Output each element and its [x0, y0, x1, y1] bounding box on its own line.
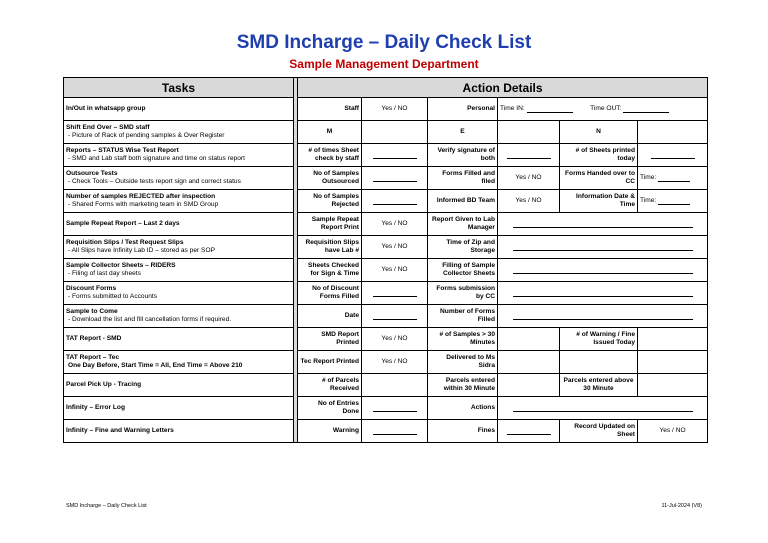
action-details-header: Action Details	[298, 78, 708, 98]
task-cell: Sample to Come - Download the list and fill cancellation forms if required.	[64, 305, 294, 328]
table-row	[64, 259, 708, 282]
checklist-table	[63, 77, 708, 443]
document-title: SMD Incharge – Daily Check List	[236, 32, 532, 53]
yes-no-field[interactable]: Yes / NO	[362, 259, 428, 282]
action-label: Date	[298, 305, 362, 328]
time-in-label: Time IN:	[500, 105, 525, 112]
action-label: Requisition Slips have Lab #	[298, 236, 362, 259]
action-label: # of times Sheet check by staff	[298, 144, 362, 167]
yes-no-field[interactable]: Yes / NO	[362, 213, 428, 236]
task-cell: Infinity – Error Log	[64, 397, 294, 420]
blank-field[interactable]	[362, 420, 428, 443]
action-label: Warning	[298, 420, 362, 443]
action-label: Verify signature of both	[428, 144, 498, 167]
document-subtitle: Sample Management Department	[289, 57, 479, 71]
blank-field[interactable]	[498, 328, 560, 351]
table-row	[64, 213, 708, 236]
action-label: Actions	[428, 397, 498, 420]
yes-no-field[interactable]: Yes / NO	[362, 236, 428, 259]
table-row	[64, 167, 708, 190]
blank-field[interactable]	[638, 328, 708, 351]
blank-field[interactable]	[498, 236, 708, 259]
blank-field[interactable]	[362, 144, 428, 167]
task-cell: Discount Forms - Forms submitted to Accounts	[64, 282, 294, 305]
blank-field[interactable]	[498, 121, 560, 144]
action-label: No of Samples Outsourced	[298, 167, 362, 190]
blank-field[interactable]	[498, 420, 560, 443]
action-label: # of Sheets printed today	[560, 144, 638, 167]
task-cell: In/Out in whatsapp group	[64, 98, 294, 121]
blank-field[interactable]	[498, 282, 708, 305]
blank-field[interactable]	[638, 121, 708, 144]
yes-no-field[interactable]: Yes / NO	[498, 167, 560, 190]
shift-m-label: M	[298, 121, 362, 144]
blank-field[interactable]	[498, 397, 708, 420]
task-cell: Number of samples REJECTED after inspection - Shared Forms with marketing team in SMD Group	[64, 190, 294, 213]
action-label: Parcels entered within 30 Minute	[428, 374, 498, 397]
table-row	[64, 190, 708, 213]
blank-field[interactable]	[638, 374, 708, 397]
tasks-header: Tasks	[64, 78, 294, 98]
blank-field[interactable]	[498, 259, 708, 282]
time-field[interactable]: Time:	[638, 167, 708, 190]
action-label: Forms Filled and filed	[428, 167, 498, 190]
table-row	[64, 351, 708, 374]
action-label: Record Updated on Sheet	[560, 420, 638, 443]
table-row	[64, 305, 708, 328]
yes-no-field[interactable]: Yes / NO	[638, 420, 708, 443]
table-row	[64, 374, 708, 397]
action-label: Report Given to Lab Manager	[428, 213, 498, 236]
yes-no-field[interactable]: Yes / NO	[362, 328, 428, 351]
blank-field[interactable]	[498, 374, 560, 397]
footer-right: 11-Jul-2024 (V8)	[661, 503, 702, 509]
task-cell: TAT Report - SMD	[64, 328, 294, 351]
table-row	[64, 328, 708, 351]
blank-field[interactable]	[362, 282, 428, 305]
action-label: Forms submission by CC	[428, 282, 498, 305]
action-label: Tec Report Printed	[298, 351, 362, 374]
task-cell: Outsource Tests - Check Tools – Outside tests report sign and correct status	[64, 167, 294, 190]
footer-left: SMD Incharge – Daily Check List	[66, 503, 147, 509]
table-row	[64, 144, 708, 167]
blank-field[interactable]	[638, 351, 708, 374]
blank-field[interactable]	[362, 305, 428, 328]
action-label: SMD Report Printed	[298, 328, 362, 351]
table-row	[64, 397, 708, 420]
action-label: Time of Zip and Storage	[428, 236, 498, 259]
action-label: Filling of Sample Collector Sheets	[428, 259, 498, 282]
action-label: No of Discount Forms Filled	[298, 282, 362, 305]
task-cell: Infinity – Fine and Warning Letters	[64, 420, 294, 443]
blank-field[interactable]	[498, 213, 708, 236]
yes-no-field[interactable]: Yes / NO	[362, 351, 428, 374]
blank-field[interactable]	[498, 351, 560, 374]
table-row	[64, 282, 708, 305]
task-cell: Reports – STATUS Wise Test Report - SMD and Lab staff both signature and time on status report	[64, 144, 294, 167]
action-label: Forms Handed over to CC	[560, 167, 638, 190]
action-label: Fines	[428, 420, 498, 443]
action-label: Sheets Checked for Sign & Time	[298, 259, 362, 282]
action-label: Delivered to Ms Sidra	[428, 351, 498, 374]
task-cell: Shift End Over – SMD staff - Picture of Rack of pending samples & Over Register	[64, 121, 294, 144]
blank-field[interactable]	[362, 190, 428, 213]
action-label: Personal	[428, 98, 498, 121]
table-row	[64, 420, 708, 443]
action-label: # of Parcels Received	[298, 374, 362, 397]
blank-field[interactable]	[362, 167, 428, 190]
action-label: Informed BD Team	[428, 190, 498, 213]
yes-no-field[interactable]: Yes / NO	[362, 98, 428, 121]
time-field[interactable]: Time:	[638, 190, 708, 213]
action-label: No of Samples Rejected	[298, 190, 362, 213]
blank-field[interactable]	[362, 397, 428, 420]
action-label: No of Entries Done	[298, 397, 362, 420]
blank-field[interactable]	[498, 305, 708, 328]
time-in-out-field[interactable]	[498, 98, 708, 121]
shift-e-label: E	[428, 121, 498, 144]
action-label: Sample Repeat Report Print	[298, 213, 362, 236]
yes-no-field[interactable]: Yes / NO	[498, 190, 560, 213]
action-label: Parcels entered above 30 Minute	[560, 374, 638, 397]
blank-field[interactable]	[362, 374, 428, 397]
action-label: Staff	[298, 98, 362, 121]
table-row	[64, 236, 708, 259]
action-label: Number of Forms Filled	[428, 305, 498, 328]
task-cell: Parcel Pick Up - Tracing	[64, 374, 294, 397]
blank-field[interactable]	[362, 121, 428, 144]
task-cell: Sample Repeat Report – Last 2 days	[64, 213, 294, 236]
shift-n-label: N	[560, 121, 638, 144]
task-cell: TAT Report – Tec One Day Before, Start Time = All, End Time = Above 210	[64, 351, 294, 374]
blank-field[interactable]	[498, 144, 560, 167]
action-label: # of Samples > 30 Minutes	[428, 328, 498, 351]
table-row	[64, 98, 708, 121]
action-label: # of Warning / Fine Issued Today	[560, 328, 638, 351]
time-out-label: Time OUT:	[590, 105, 622, 112]
blank-field[interactable]	[638, 144, 708, 167]
table-row	[64, 121, 708, 144]
blank-field[interactable]	[560, 351, 638, 374]
task-cell: Requisition Slips / Test Request Slips - All Slips have Infinity Lab ID – stored as per SOP	[64, 236, 294, 259]
action-label: Information Date & Time	[560, 190, 638, 213]
task-cell: Sample Collector Sheets – RIDERS - Filing of last day sheets	[64, 259, 294, 282]
